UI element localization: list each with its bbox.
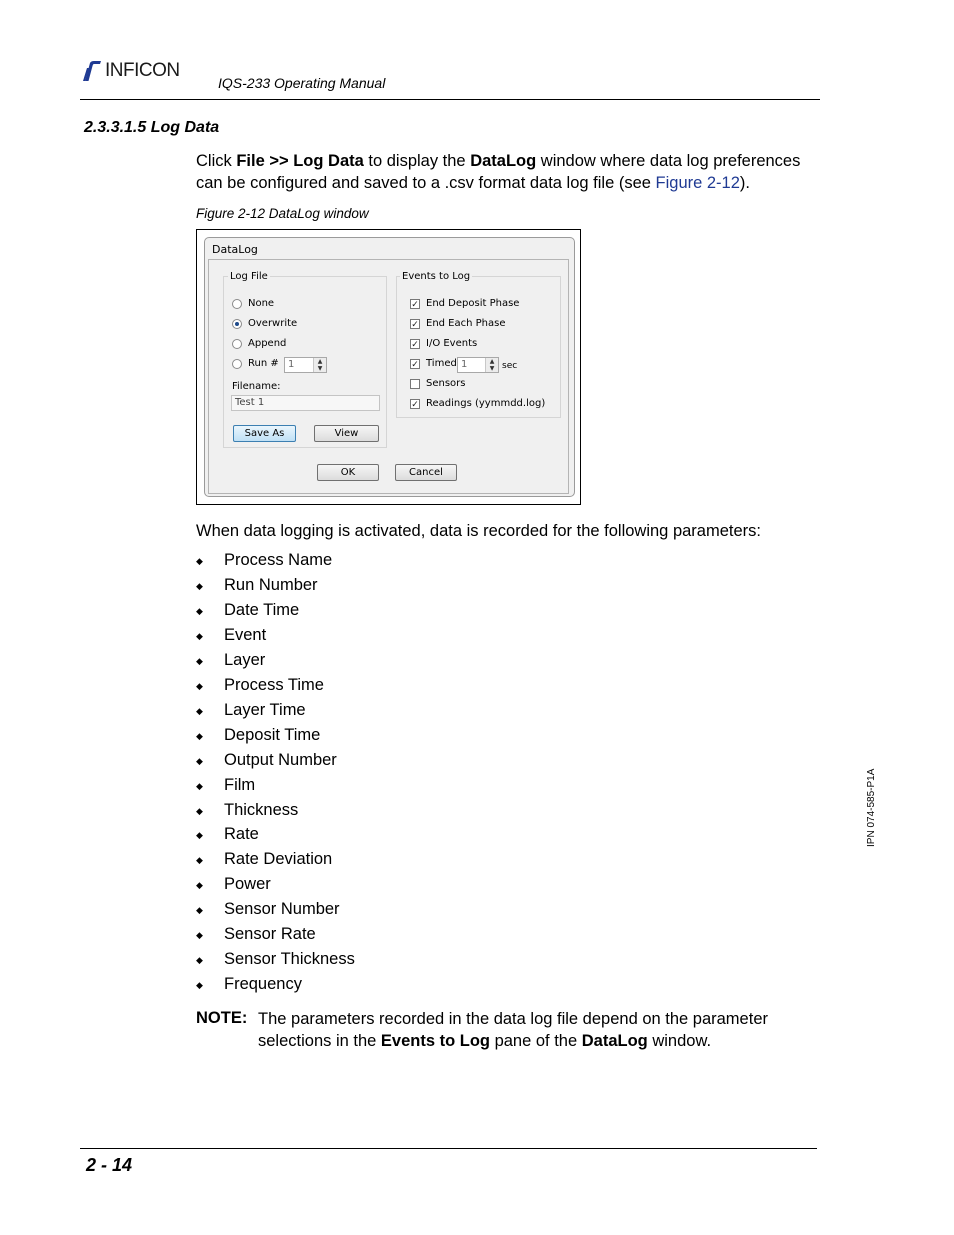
list-item-label: Thickness [224, 800, 299, 819]
note-text [258, 1008, 838, 1052]
list-item-label: Process Time [224, 675, 324, 694]
checkbox-timed[interactable]: ✓ [411, 359, 419, 369]
intro-line-1: Click File >> Log Data to display the DataLog window where data log preferences [196, 152, 801, 170]
list-item-label: Run Number [224, 575, 318, 594]
diamond-bullet-icon: ◆ [196, 655, 203, 666]
diamond-bullet-icon: ◆ [196, 780, 203, 791]
list-item-label: Sensor Rate [224, 925, 316, 944]
diamond-bullet-icon: ◆ [196, 556, 203, 566]
checkbox-timed-label: Timed [426, 358, 457, 369]
radio-run-number-label: Run # [248, 358, 279, 369]
list-item-label: Frequency [224, 975, 302, 994]
list-item-label: Deposit Time [224, 725, 321, 744]
list-item-label: Process Name [224, 551, 333, 569]
footer-rule [80, 1148, 817, 1149]
checkbox-end-deposit-phase-label: End Deposit Phase [426, 298, 520, 309]
checkbox-end-each-phase-label: End Each Phase [426, 318, 506, 329]
list-item-label: Power [224, 875, 271, 894]
checkbox-sensors-label: Sensors [426, 378, 466, 389]
radio-none-label: None [248, 298, 275, 309]
diamond-bullet-icon: ◆ [196, 830, 203, 841]
figure-caption: Figure 2-12 DataLog window [196, 206, 369, 221]
list-item-label: Date Time [224, 600, 300, 619]
checkbox-sensors[interactable] [410, 379, 420, 389]
checkbox-io-events-label: I/O Events [426, 338, 478, 349]
diamond-bullet-icon: ◆ [196, 680, 203, 691]
section-title: 2.3.3.1.5 Log Data [84, 119, 220, 136]
list-item-label: Sensor Thickness [224, 950, 355, 969]
logging-intro: When data logging is activated, data is recorded for the following parameters: [196, 522, 761, 540]
diamond-bullet-icon: ◆ [196, 630, 203, 641]
filename-label: Filename: [232, 381, 281, 392]
list-item-label: Rate Deviation [224, 850, 333, 869]
timed-spinner-arrows-icon[interactable]: ▲ ▼ [485, 358, 498, 372]
intro-paragraph [196, 150, 826, 194]
checkbox-end-each-phase[interactable]: ✓ [411, 319, 419, 329]
run-number-spinner[interactable]: 1 ▲ ▼ [284, 357, 327, 373]
list-item-label: Rate [224, 825, 259, 844]
checkbox-readings-label: Readings (yymmdd.log) [426, 398, 546, 409]
log-file-group-label: Log File [230, 271, 268, 282]
list-item-label: Layer Time [224, 700, 306, 719]
diamond-bullet-icon: ◆ [196, 755, 203, 766]
diamond-bullet-icon: ◆ [196, 930, 203, 941]
save-as-button[interactable]: Save As [233, 425, 296, 442]
list-item-label: Film [224, 775, 256, 794]
note-line-2: selections in the Events to Log pane of the DataLog window. [258, 1032, 712, 1050]
radio-overwrite-label: Overwrite [248, 318, 298, 329]
note-line-1: The parameters recorded in the data log file depend on the parameter [258, 1010, 768, 1028]
diamond-bullet-icon: ◆ [196, 605, 203, 616]
logo-text: INFICON [105, 60, 180, 81]
checkbox-end-deposit-phase[interactable]: ✓ [411, 299, 419, 309]
view-button[interactable]: View [314, 425, 379, 442]
radio-append-label: Append [248, 338, 287, 349]
cancel-button[interactable]: Cancel [395, 464, 457, 481]
radio-overwrite[interactable] [232, 319, 242, 329]
diamond-bullet-icon: ◆ [196, 805, 203, 816]
intro-line-2: can be configured and saved to a .csv format data log file (see Figure 2-12). [196, 174, 751, 192]
note-label: NOTE: [196, 1009, 248, 1027]
ok-button[interactable]: OK [317, 464, 379, 481]
header-rule [80, 99, 820, 100]
diamond-bullet-icon: ◆ [196, 580, 203, 591]
checkbox-readings[interactable]: ✓ [411, 399, 419, 409]
list-item-label: Output Number [224, 750, 337, 769]
run-spinner-arrows-icon[interactable]: ▲ ▼ [313, 358, 326, 372]
diamond-bullet-icon: ◆ [196, 880, 203, 891]
list-item-label: Sensor Number [224, 900, 340, 919]
timed-unit: sec [502, 361, 518, 371]
filename-field[interactable]: Test 1 [231, 395, 380, 411]
radio-none[interactable] [232, 299, 242, 309]
checkbox-io-events[interactable]: ✓ [411, 339, 419, 349]
events-to-log-group-label: Events to Log [402, 271, 471, 282]
inficon-logo-icon [82, 60, 102, 82]
diamond-bullet-icon: ◆ [196, 855, 203, 866]
diamond-bullet-icon: ◆ [196, 980, 203, 991]
diamond-bullet-icon: ◆ [196, 905, 203, 916]
dialog-title: DataLog [212, 243, 258, 256]
inficon-logo [82, 60, 180, 82]
timed-interval-spinner[interactable]: 1 ▲ ▼ [457, 357, 499, 373]
manual-title: IQS-233 Operating Manual [218, 75, 386, 91]
radio-run-number[interactable] [232, 359, 242, 369]
radio-append[interactable] [232, 339, 242, 349]
figure-link[interactable]: Figure 2-12 [655, 174, 740, 192]
ipn-label: IPN 074-585-P1A [866, 768, 877, 847]
page-number: 2 - 14 [86, 1155, 133, 1175]
diamond-bullet-icon: ◆ [196, 705, 203, 716]
diamond-bullet-icon: ◆ [196, 955, 203, 966]
list-item-label: Layer [224, 650, 266, 669]
list-item-label: Event [224, 625, 267, 644]
diamond-bullet-icon: ◆ [196, 730, 203, 741]
